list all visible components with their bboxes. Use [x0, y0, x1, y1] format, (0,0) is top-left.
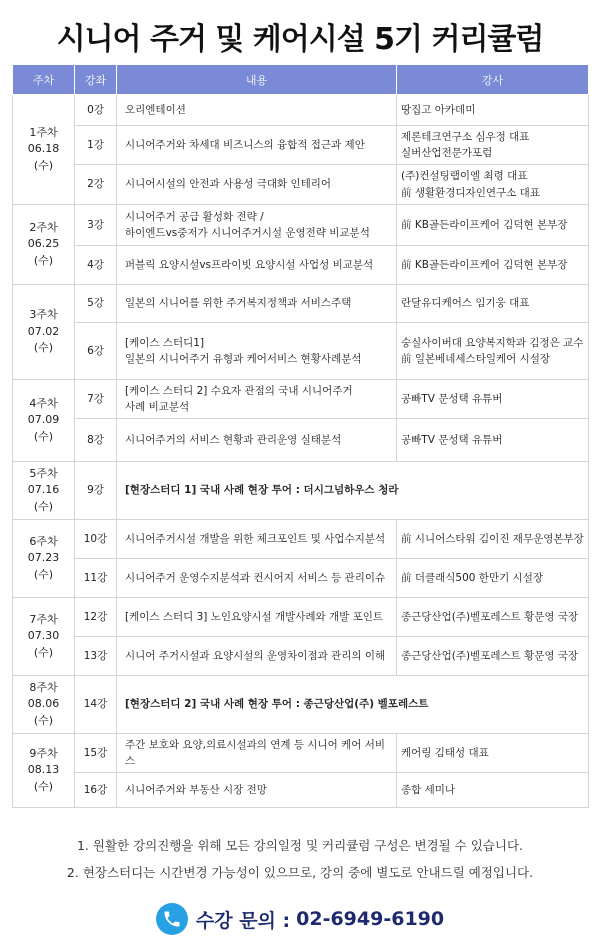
lecturer-line: 종근당산업(주)벨포레스트 황문영 국장 — [401, 610, 579, 623]
week-cell — [13, 95, 75, 205]
table-row — [13, 773, 589, 808]
week-day: (수) — [33, 253, 54, 267]
week-label: 1주차 — [29, 125, 58, 139]
lecture-number: 14강 — [75, 676, 117, 734]
table-header-row — [13, 65, 589, 95]
week-label: 8주차 — [29, 680, 58, 694]
content-cell — [117, 95, 397, 126]
content-line: 퍼블릭 요양시설vs프라이빗 요양시설 사업성 비교분석 — [125, 258, 374, 271]
lecturer-line: 실버산업전문가포럼 — [401, 147, 493, 159]
content-cell — [117, 126, 397, 165]
table-row — [13, 462, 589, 520]
lecture-number: 4강 — [75, 246, 117, 285]
table-row — [13, 95, 589, 126]
content-cell — [117, 380, 397, 419]
phone-glyph — [162, 909, 182, 929]
week-day: (수) — [33, 429, 54, 443]
lecture-number: 3강 — [75, 205, 117, 246]
curriculum-table — [12, 64, 589, 808]
week-label: 6주차 — [29, 534, 58, 548]
week-label: 7주차 — [29, 612, 58, 626]
lecture-number: 11강 — [75, 559, 117, 598]
week-day: (수) — [33, 499, 54, 513]
lecturer-line: 前 KB골든라이프케어 김덕현 본부장 — [401, 258, 568, 271]
content-cell — [117, 205, 397, 246]
lecturer-cell — [397, 559, 589, 598]
curriculum-body — [13, 95, 589, 808]
table-row — [13, 205, 589, 246]
week-label: 3주차 — [29, 308, 58, 322]
lecture-number: 13강 — [75, 637, 117, 676]
table-row — [13, 380, 589, 419]
content-line: 시니어주거시설 개발을 위한 체크포인트 및 사업수지분석 — [125, 532, 386, 545]
lecture-number: 1강 — [75, 126, 117, 165]
week-cell — [13, 676, 75, 734]
fieldtrip-cell: [현장스터디 1] 국내 사례 현장 투어 : 더시그넘하우스 청라 — [117, 462, 589, 520]
table-row — [13, 637, 589, 676]
week-date: 07.16 — [27, 483, 60, 497]
lecturer-line: 종합 세미나 — [401, 783, 456, 796]
content-line: 시니어주거와 부동산 시장 전망 — [125, 783, 267, 796]
week-cell — [13, 285, 75, 380]
week-cell — [13, 734, 75, 808]
content-cell — [117, 323, 397, 380]
content-cell — [117, 520, 397, 559]
table-row — [13, 676, 589, 734]
table-row — [13, 323, 589, 380]
lecture-number: 0강 — [75, 95, 117, 126]
week-date: 07.30 — [27, 629, 60, 643]
page-title: 시니어 주거 및 케어시설 5기 커리큘럼 — [56, 22, 544, 57]
lecturer-cell — [397, 380, 589, 419]
lecture-number: 2강 — [75, 165, 117, 205]
lecturer-line: 공빠TV 문성택 유튜버 — [401, 433, 503, 446]
lecturer-cell — [397, 126, 589, 165]
content-cell — [117, 246, 397, 285]
lecturer-cell — [397, 323, 589, 380]
lecturer-cell — [397, 520, 589, 559]
lecturer-line: 前 생활환경디자인연구소 대표 — [401, 186, 540, 199]
table-row — [13, 419, 589, 462]
table-row — [13, 734, 589, 773]
lecture-number: 16강 — [75, 773, 117, 808]
week-cell — [13, 520, 75, 598]
lecturer-cell — [397, 773, 589, 808]
lecturer-line: 케어링 김태성 대표 — [401, 746, 489, 759]
lecture-number: 6강 — [75, 323, 117, 380]
week-label: 9주차 — [29, 746, 58, 760]
lecturer-line: 종근당산업(주)벨포레스트 황문영 국장 — [401, 649, 579, 662]
content-cell — [117, 734, 397, 773]
content-line: [케이스 스터디1] — [125, 336, 205, 349]
week-cell — [13, 380, 75, 462]
week-cell — [13, 462, 75, 520]
lecture-number: 15강 — [75, 734, 117, 773]
content-line: 주간 보호와 요양,의료시설과의 연계 등 시니어 케어 서비스 — [125, 738, 385, 767]
table-row — [13, 165, 589, 205]
contact-label: 수강 문의 : — [195, 909, 291, 932]
content-cell — [117, 598, 397, 637]
lecturer-line: 前 더클래식500 한만기 시설장 — [401, 571, 543, 584]
table-row — [13, 598, 589, 637]
lecturer-line: 前 일본베네세스타일케어 시설장 — [401, 353, 551, 365]
content-line: [케이스 스터디 3] 노인요양시설 개발사례와 개발 포인트 — [125, 610, 384, 623]
phone-icon[interactable] — [156, 903, 188, 935]
content-cell — [117, 285, 397, 323]
lecturer-cell — [397, 246, 589, 285]
content-cell — [117, 637, 397, 676]
note-2: 2. 현장스터디는 시간변경 가능성이 있으므로, 강의 중에 별도로 안내드릴 예정입니다. — [66, 865, 534, 880]
week-day: (수) — [33, 158, 54, 172]
lecturer-line: (주)컨설팅랩이엘 최령 대표 — [401, 170, 528, 183]
notes — [0, 832, 600, 886]
lecturer-line: 前 시니어스타워 김이진 재무운영본부장 — [401, 532, 584, 545]
week-day: (수) — [33, 645, 54, 659]
table-row — [13, 285, 589, 323]
table-row — [13, 126, 589, 165]
week-day: (수) — [33, 713, 54, 727]
lecturer-line: 前 KB골든라이프케어 김덕현 본부장 — [401, 218, 568, 231]
content-line: 시니어시설의 안전과 사용성 극대화 인테리어 — [125, 178, 332, 191]
lecturer-cell — [397, 419, 589, 462]
content-line: 시니어 주거시설과 요양시설의 운영차이점과 관리의 이해 — [125, 649, 386, 662]
lecturer-cell — [397, 205, 589, 246]
week-label: 2주차 — [29, 220, 58, 234]
lecture-number: 7강 — [75, 380, 117, 419]
week-day: (수) — [33, 567, 54, 581]
lecture-number: 12강 — [75, 598, 117, 637]
header-content: 내용 — [117, 65, 397, 95]
week-date: 08.06 — [27, 697, 60, 711]
week-label: 4주차 — [29, 396, 58, 410]
lecturer-line: 제론테크연구소 심우정 대표 — [401, 130, 530, 143]
lecturer-cell — [397, 95, 589, 126]
content-cell — [117, 165, 397, 205]
lecturer-cell — [397, 734, 589, 773]
week-cell — [13, 598, 75, 676]
header-week: 주차 — [13, 65, 75, 95]
contact — [0, 903, 600, 935]
lecturer-cell — [397, 165, 589, 205]
lecturer-line: 공빠TV 문성택 유튜버 — [401, 392, 503, 405]
content-line: 일본의 시니어를 위한 주거복지정책과 서비스주택 — [125, 297, 352, 310]
content-line: 사례 비교분석 — [125, 401, 190, 413]
lecture-number: 8강 — [75, 419, 117, 462]
week-cell — [13, 205, 75, 285]
week-date: 07.09 — [27, 413, 60, 427]
week-date: 06.18 — [27, 142, 60, 156]
lecturer-line: 숭실사이버대 요양복지학과 김정은 교수 — [401, 336, 584, 349]
lecturer-cell — [397, 285, 589, 323]
week-date: 07.02 — [27, 324, 60, 338]
content-line: 시니어주거와 차세대 비즈니스의 융합적 접근과 제안 — [125, 138, 365, 151]
content-cell — [117, 559, 397, 598]
header-lecture: 강좌 — [75, 65, 117, 95]
week-day: (수) — [33, 779, 54, 793]
week-date: 08.13 — [27, 763, 60, 777]
lecturer-cell — [397, 637, 589, 676]
content-line: [케이스 스터디 2] 수요자 관점의 국내 시니어주거 — [125, 384, 353, 397]
content-line: 시니어주거 공급 활성화 전략 / — [125, 210, 264, 223]
content-line: 오리엔테이션 — [125, 103, 186, 116]
content-cell — [117, 773, 397, 808]
content-line: 시니어주거 운영수지분석과 컨시어지 서비스 등 관리이슈 — [125, 571, 386, 584]
content-line: 일본의 시니어주거 유형과 케어서비스 현황사례분석 — [125, 353, 362, 365]
table-row — [13, 559, 589, 598]
table-row — [13, 246, 589, 285]
lecture-number: 9강 — [75, 462, 117, 520]
week-date: 06.25 — [27, 237, 60, 251]
fieldtrip-cell: [현장스터디 2] 국내 사례 현장 투어 : 종근당산업(주) 벨포레스트 — [117, 676, 589, 734]
week-date: 07.23 — [27, 551, 60, 565]
week-day: (수) — [33, 341, 54, 355]
content-cell — [117, 419, 397, 462]
lecture-number: 5강 — [75, 285, 117, 323]
content-line: 하이엔드vs중저가 시니어주거시설 운영전략 비교분석 — [125, 227, 370, 239]
content-line: 시니어주거의 서비스 현황과 관리운영 실태분석 — [125, 433, 342, 446]
header-lecturer: 강사 — [397, 65, 589, 95]
note-1: 1. 원활한 강의진행을 위해 모든 강의일정 및 커리큘럼 구성은 변경될 수 있습니다. — [76, 838, 523, 853]
lecturer-cell — [397, 598, 589, 637]
week-label: 5주차 — [29, 466, 58, 480]
contact-number[interactable]: 02-6949-6190 — [296, 908, 445, 930]
lecturer-line: 땅집고 아카데미 — [401, 103, 476, 116]
lecture-number: 10강 — [75, 520, 117, 559]
table-row — [13, 520, 589, 559]
lecturer-line: 란달유디케어스 임기웅 대표 — [401, 297, 530, 310]
